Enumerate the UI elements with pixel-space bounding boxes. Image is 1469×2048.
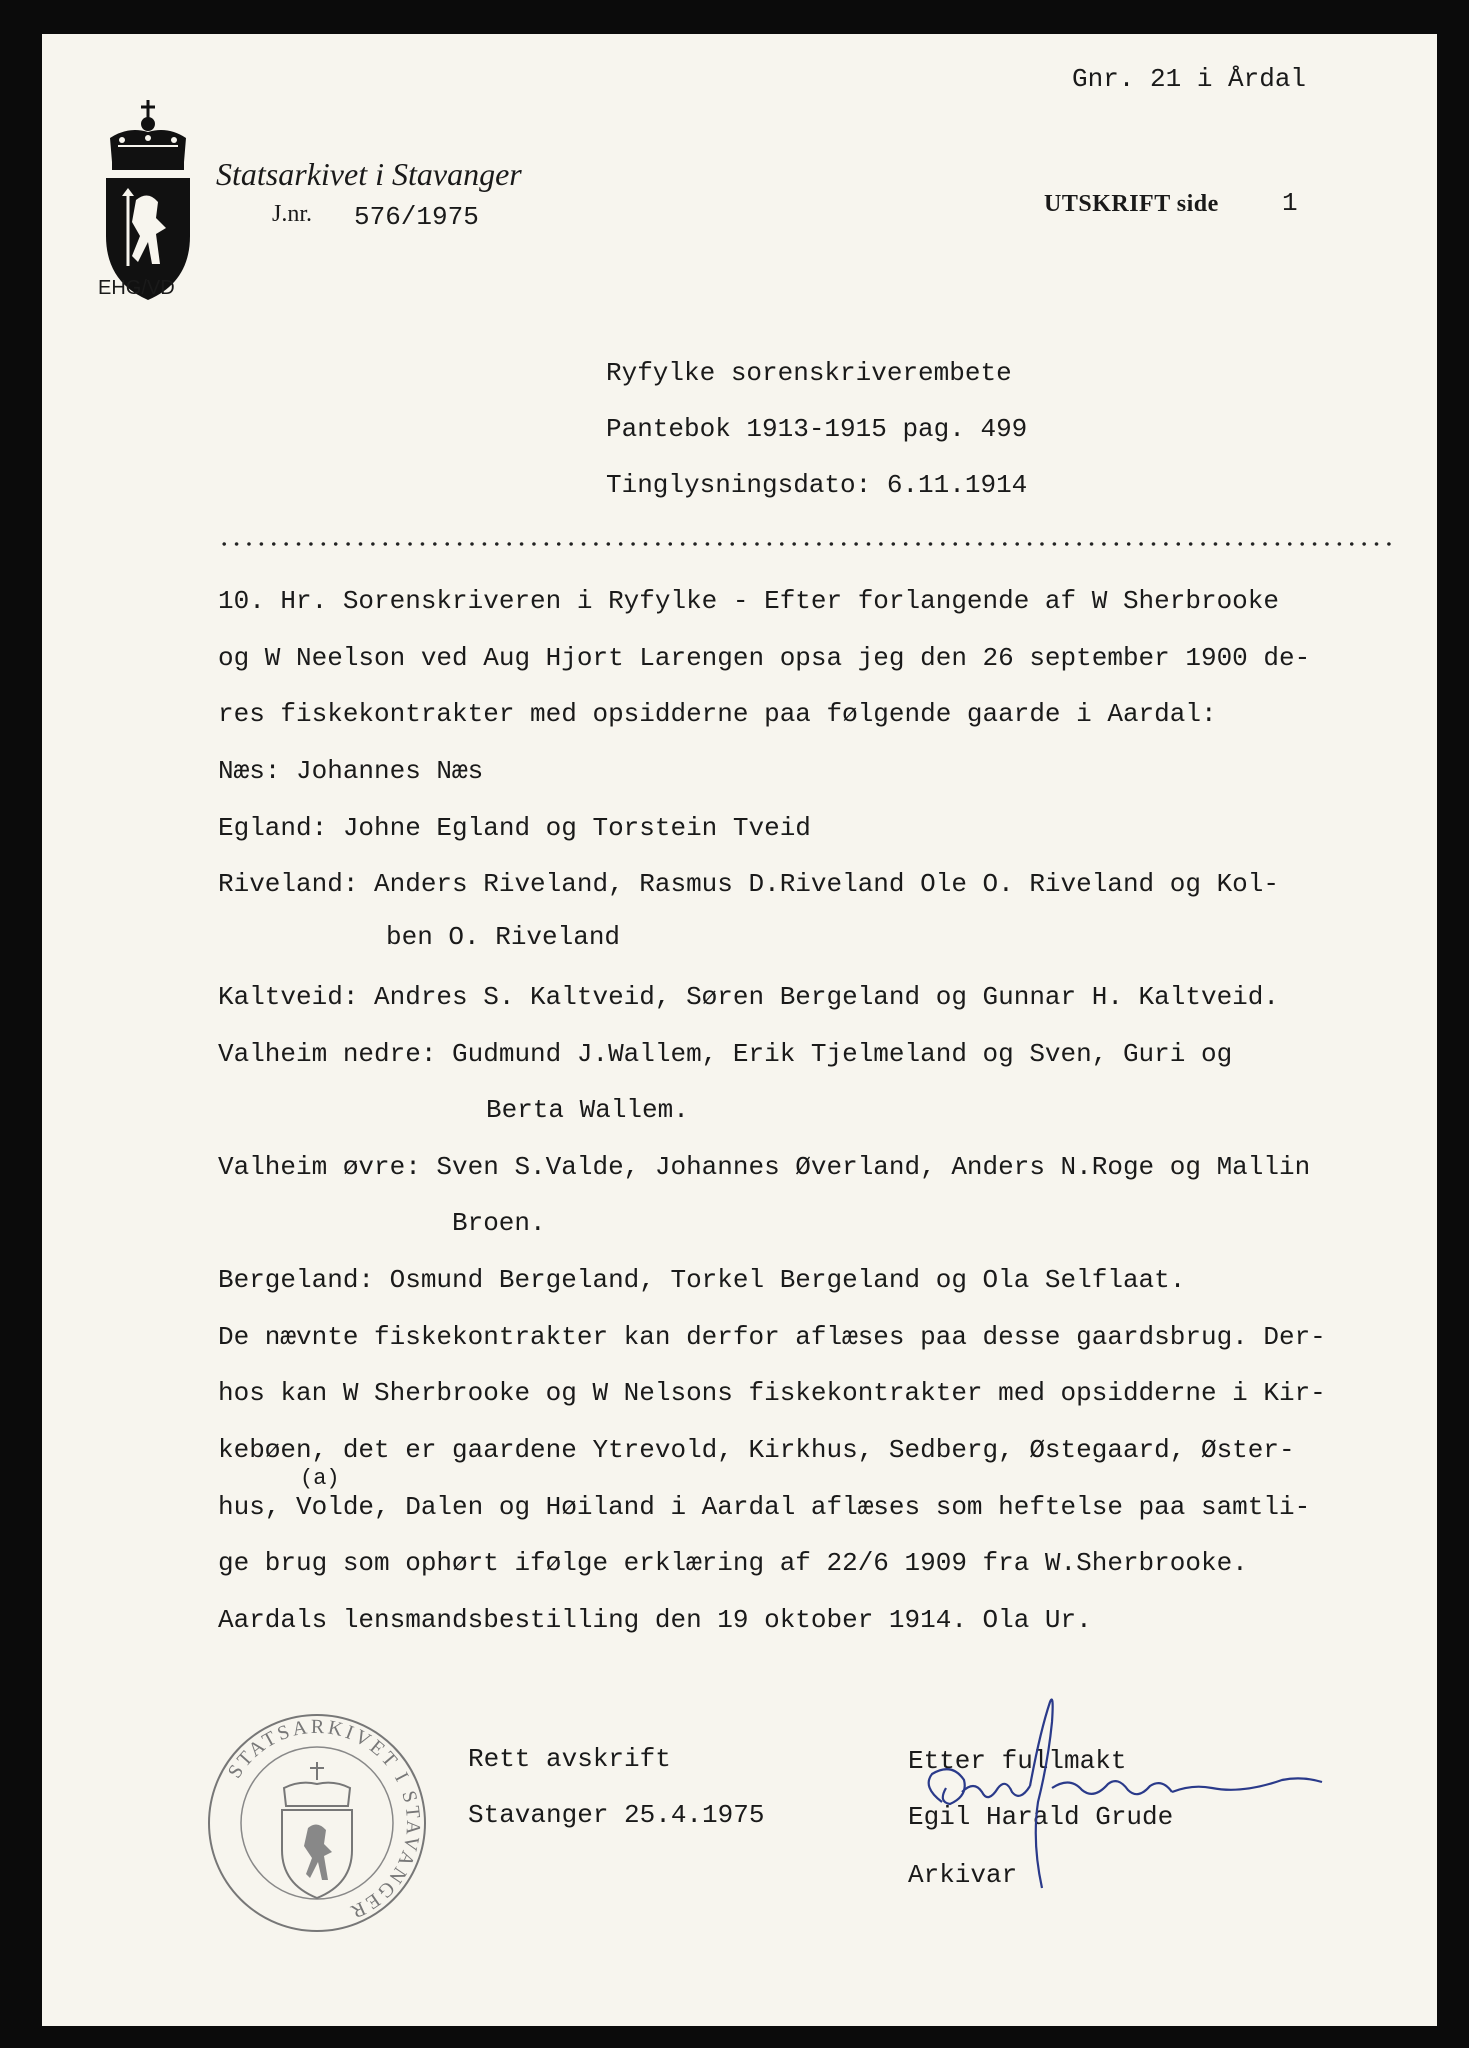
initials: EHG/VD <box>98 277 175 299</box>
place-date: Stavanger 25.4.1975 <box>468 1800 765 1830</box>
jnr-label: J.nr. <box>272 201 313 227</box>
body-line: Egland: Johne Egland og Torstein Tveid <box>218 813 811 843</box>
registration-date: Tinglysningsdato: 6.11.1914 <box>606 470 1028 500</box>
body-line: Valheim nedre: Gudmund J.Wallem, Erik Tjelmeland og Sven, Guri og <box>218 1039 1233 1069</box>
source-book: Pantebok 1913-1915 pag. 499 <box>606 414 1028 444</box>
handwritten-signature-icon <box>902 1692 1332 1892</box>
archive-name: Statsarkivet i Stavanger <box>216 156 522 192</box>
body-line: kebøen, det er gaardene Ytrevold, Kirkhus, Sedberg, Østegaard, Øster- <box>218 1435 1295 1465</box>
authority: Etter fullmakt <box>908 1746 1127 1776</box>
body-line: Broen. <box>452 1208 546 1238</box>
source-office: Ryfylke sorenskriverembete <box>606 358 1012 388</box>
body-line: 10. Hr. Sorenskriveren i Ryfylke - Efter forlangende af W Sherbrooke <box>218 586 1279 616</box>
jnr-value: 576/1975 <box>354 202 479 232</box>
body-line: ben O. Riveland <box>386 922 621 952</box>
gnr-reference: Gnr. 21 i Årdal <box>1072 64 1307 94</box>
signer-name: Egil Harald Grude <box>908 1802 1174 1832</box>
dotted-separator <box>218 542 1398 546</box>
body-line: Berta Wallem. <box>486 1095 689 1125</box>
body-line: Bergeland: Osmund Bergeland, Torkel Bergeland og Ola Selflaat. <box>218 1265 1186 1295</box>
body-line: hus, Volde, Dalen og Høiland i Aardal aflæses som heftelse paa samtli- <box>218 1492 1311 1522</box>
body-line: Riveland: Anders Riveland, Rasmus D.Riveland Ole O. Riveland og Kol- <box>218 869 1279 899</box>
body-line: Kaltveid: Andres S. Kaltveid, Søren Bergeland og Gunnar H. Kaltveid. <box>218 982 1279 1012</box>
body-line: ge brug som ophørt ifølge erklæring af 22/6 1909 fra W.Sherbrooke. <box>218 1548 1248 1578</box>
body-line: res fiskekontrakter med opsidderne paa følgende gaarde i Aardal: <box>218 699 1217 729</box>
svg-text:STATSARKIVET I STAVANGER: STATSARKIVET I STAVANGER <box>223 1715 425 1924</box>
utskrift-label: UTSKRIFT side <box>1044 191 1219 217</box>
body-line: Aardals lensmandsbestilling den 19 oktober 1914. Ola Ur. <box>218 1605 1092 1635</box>
certified-copy: Rett avskrift <box>468 1744 671 1774</box>
archive-seal-icon <box>204 1710 430 1936</box>
page-number: 1 <box>1282 188 1298 218</box>
body-line: Valheim øvre: Sven S.Valde, Johannes Øverland, Anders N.Roge og Mallin <box>218 1152 1311 1182</box>
document-page <box>42 34 1437 2026</box>
body-line: og W Neelson ved Aug Hjort Larengen opsa jeg den 26 september 1900 de- <box>218 643 1311 673</box>
body-line: Næs: Johannes Næs <box>218 756 484 786</box>
body-line: hos kan W Sherbrooke og W Nelsons fiskekontrakter med opsidderne i Kir- <box>218 1378 1326 1408</box>
body-line: De nævnte fiskekontrakter kan derfor aflæses paa desse gaardsbrug. Der- <box>218 1322 1326 1352</box>
signer-title: Arkivar <box>908 1860 1018 1890</box>
insertion-mark: (a) <box>300 1466 340 1491</box>
